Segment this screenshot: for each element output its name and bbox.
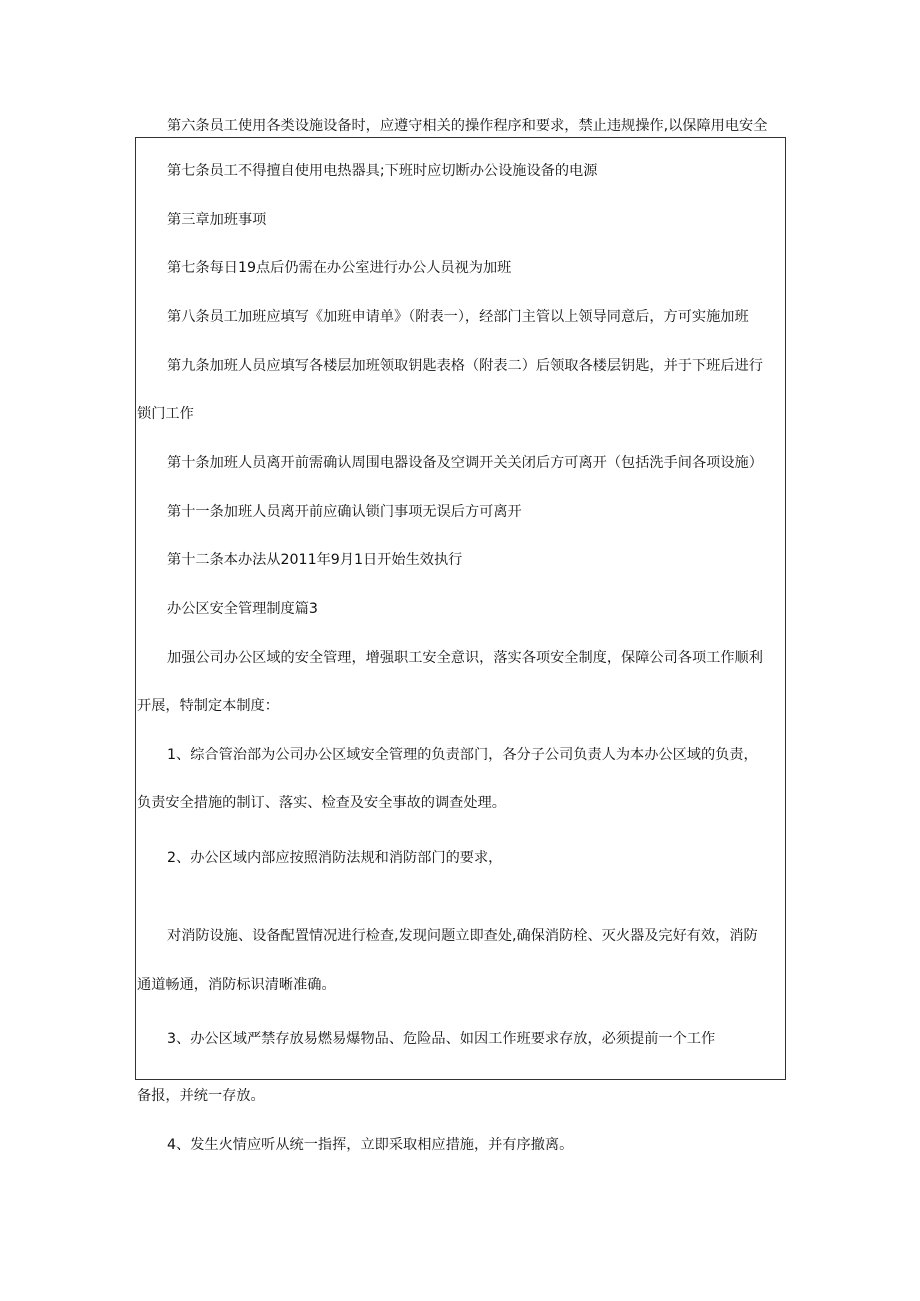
text-line: 通道畅通，消防标识清晰准确。: [137, 977, 336, 993]
text-line: 第七条每日19点后仍需在办公室进行办公人员视为加班: [167, 260, 512, 276]
text-line: 开展，特制定本制度：: [137, 698, 279, 714]
text-line: 第七条员工不得擅自使用电热器具;下班时应切断办公设施设备的电源: [167, 163, 598, 179]
section-heading: 办公区安全管理制度篇3: [167, 601, 318, 617]
text-line: 对消防设施、设备配置情况进行检查,发现问题立即查处,确保消防栓、灭火器及完好有效，消防: [167, 928, 758, 944]
text-line: 负责安全措施的制订、落实、检查及安全事故的调查处理。: [137, 795, 506, 811]
text-line: 1、综合管治部为公司办公区域安全管理的负责部门，各分子公司负责人为本办公区域的负责，: [167, 747, 758, 763]
text-line: 锁门工作: [137, 406, 194, 422]
text-line: 第十条加班人员离开前需确认周围电器设备及空调开关关闭后方可离开（包括洗手间各项设施）: [167, 455, 763, 471]
text-line: 3、办公区域严禁存放易燃易爆物品、危险品、如因工作班要求存放，必须提前一个工作: [167, 1031, 716, 1047]
text-line: 第六条员工使用各类设施设备时，应遵守相关的操作程序和要求，禁止违规操作,以保障用电安全: [167, 118, 768, 134]
text-line: 第十一条加班人员离开前应确认锁门事项无误后方可离开: [167, 504, 522, 520]
text-line: 第九条加班人员应填写各楼层加班领取钥匙表格（附表二）后领取各楼层钥匙，并于下班后进行: [167, 358, 763, 374]
text-line: 备报，并统一存放。: [137, 1088, 265, 1104]
text-line: 第十二条本办法从2011年9月1日开始生效执行: [167, 552, 463, 568]
text-line: 4、发生火情应听从统一指挥，立即采取相应措施，并有序撤离。: [167, 1137, 574, 1153]
text-line: 第八条员工加班应填写《加班申请单》（附表一），经部门主管以上领导同意后，方可实施加班: [167, 309, 749, 325]
text-line: 加强公司办公区域的安全管理，增强职工安全意识，落实各项安全制度，保障公司各项工作顺利: [167, 650, 763, 666]
text-line: 2、办公区域内部应按照消防法规和消防部门的要求，: [167, 850, 503, 866]
section-heading: 第三章加班事项: [167, 212, 267, 228]
